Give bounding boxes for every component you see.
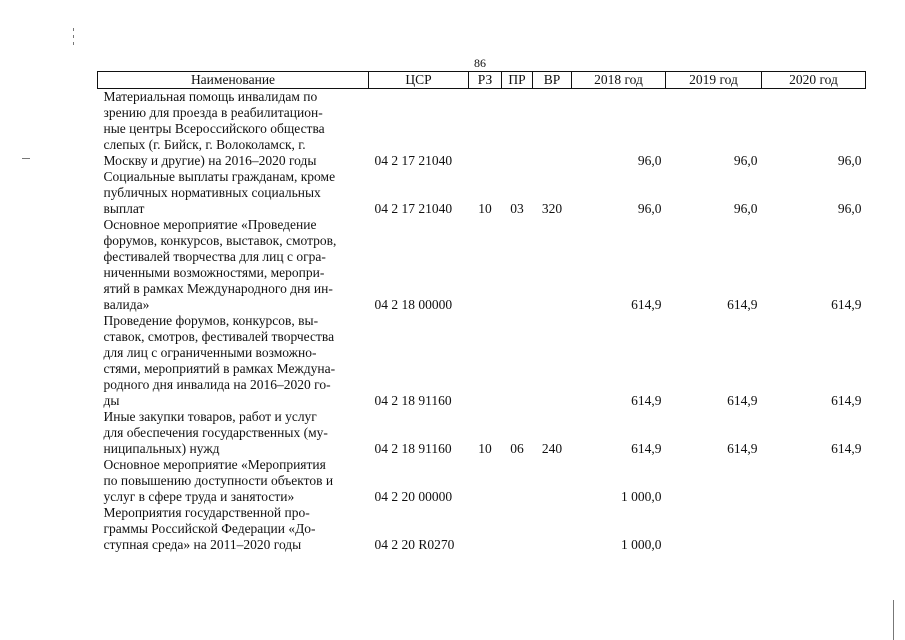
row-name-line: стями, мероприятий в рамках Междуна- <box>103 361 336 376</box>
scan-mark-top <box>73 28 74 31</box>
row-name-line: публичных нормативных социальных <box>103 185 321 200</box>
row-value-2019: 96,0 <box>733 153 758 168</box>
table-row <box>98 169 866 217</box>
budget-table <box>97 71 866 553</box>
row-name-line: ятий в рамках Международного дня ин- <box>103 281 333 296</box>
row-name-line: родного дня инвалида на 2016–2020 го- <box>103 377 331 392</box>
row-value-2020: 96,0 <box>837 201 862 216</box>
row-name-line: услуг в сфере труда и занятости» <box>103 489 295 504</box>
row-pr <box>502 89 533 170</box>
row-pr <box>502 457 533 505</box>
row-value-2019: 614,9 <box>727 441 758 456</box>
scan-mark-right <box>893 600 894 640</box>
row-vr <box>533 89 572 170</box>
row-pr: 03 <box>510 201 524 216</box>
row-pr <box>502 313 533 409</box>
row-name-line: слепых (г. Бийск, г. Волоколамск, г. <box>103 137 306 152</box>
row-name <box>98 89 369 170</box>
row-rz <box>469 457 502 505</box>
row-name-line: по повышению доступности объектов и <box>103 473 334 488</box>
row-name-line: ды <box>103 393 120 408</box>
row-value-2018: 1 000,0 <box>621 537 662 552</box>
row-name-line: ступная среда» на 2011–2020 годы <box>103 537 302 552</box>
row-value-2019 <box>666 505 762 553</box>
row-vr <box>533 217 572 313</box>
row-name-line: ставок, смотров, фестивалей творчества <box>103 329 335 344</box>
row-value-2020: 96,0 <box>837 153 862 168</box>
row-value-2018: 96,0 <box>637 153 662 168</box>
scan-mark-top-2 <box>73 35 74 38</box>
scan-mark-left <box>22 158 30 159</box>
table-row <box>98 217 866 313</box>
row-rz: 10 <box>478 201 492 216</box>
header-rz: РЗ <box>469 72 502 89</box>
table-row <box>98 457 866 505</box>
row-name <box>98 169 369 217</box>
scan-mark-top-3 <box>73 42 74 45</box>
table-body <box>98 89 866 554</box>
row-vr <box>533 457 572 505</box>
header-csr: ЦСР <box>369 72 469 89</box>
table-row <box>98 505 866 553</box>
row-value-2019 <box>666 457 762 505</box>
row-name-line: Проведение форумов, конкурсов, вы- <box>103 313 319 328</box>
row-value-2020: 614,9 <box>831 297 862 312</box>
row-name <box>98 457 369 505</box>
row-rz: 10 <box>478 441 492 456</box>
row-name-line: Социальные выплаты гражданам, кроме <box>103 169 336 184</box>
row-name-line: Иные закупки товаров, работ и услуг <box>103 409 317 424</box>
table-row <box>98 409 866 457</box>
row-vr <box>533 313 572 409</box>
row-value-2019: 614,9 <box>727 297 758 312</box>
row-name-line: фестивалей творчества для лиц с огра- <box>103 249 326 264</box>
row-name-line: Основное мероприятие «Проведение <box>103 217 317 232</box>
row-name-line: Основное мероприятие «Мероприятия <box>103 457 326 472</box>
row-name-line: валида» <box>103 297 150 312</box>
header-name: Наименование <box>98 72 369 89</box>
row-name-line: ные центры Всероссийского общества <box>103 121 325 136</box>
page-number: 86 <box>474 56 486 70</box>
row-name-line: для обеспечения государственных (му- <box>103 425 328 440</box>
row-name-line: выплат <box>103 201 145 216</box>
header-2018: 2018 год <box>572 72 666 89</box>
row-rz <box>469 313 502 409</box>
row-value-2018: 1 000,0 <box>621 489 662 504</box>
row-name <box>98 217 369 313</box>
table-row <box>98 313 866 409</box>
row-csr: 04 2 20 R0270 <box>374 537 455 552</box>
header-vr: ВР <box>533 72 572 89</box>
row-name <box>98 505 369 553</box>
row-value-2020: 614,9 <box>831 441 862 456</box>
row-name-line: Москву и другие) на 2016–2020 годы <box>103 153 317 168</box>
header-2020: 2020 год <box>762 72 866 89</box>
row-name-line: ниципальных) нужд <box>103 441 220 456</box>
row-name <box>98 313 369 409</box>
row-csr: 04 2 17 21040 <box>374 153 453 168</box>
row-pr <box>502 217 533 313</box>
row-rz <box>469 217 502 313</box>
row-value-2020 <box>762 457 866 505</box>
row-name <box>98 409 369 457</box>
row-name-line: для лиц с ограниченными возможно- <box>103 345 317 360</box>
row-csr: 04 2 18 91160 <box>374 393 452 408</box>
row-pr <box>502 505 533 553</box>
table-header <box>98 72 866 89</box>
row-value-2018: 614,9 <box>631 297 662 312</box>
row-rz <box>469 505 502 553</box>
row-csr: 04 2 18 00000 <box>374 297 453 312</box>
table-row <box>98 89 866 170</box>
row-value-2019: 96,0 <box>733 201 758 216</box>
row-name-line: Материальная помощь инвалидам по <box>103 89 318 104</box>
row-vr: 240 <box>541 441 563 456</box>
row-pr: 06 <box>510 441 524 456</box>
row-name-line: зрению для проезда в реабилитацион- <box>103 105 323 120</box>
row-value-2018: 614,9 <box>631 441 662 456</box>
row-name-line: Мероприятия государственной про- <box>103 505 310 520</box>
row-csr: 04 2 17 21040 <box>374 201 453 216</box>
row-name-line: ниченными возможностями, меропри- <box>103 265 325 280</box>
row-value-2019: 614,9 <box>727 393 758 408</box>
row-value-2020 <box>762 505 866 553</box>
row-value-2018: 96,0 <box>637 201 662 216</box>
row-vr: 320 <box>541 201 563 216</box>
header-pr: ПР <box>502 72 533 89</box>
row-value-2020: 614,9 <box>831 393 862 408</box>
row-csr: 04 2 20 00000 <box>374 489 453 504</box>
row-csr: 04 2 18 91160 <box>374 441 452 456</box>
row-vr <box>533 505 572 553</box>
header-2019: 2019 год <box>666 72 762 89</box>
row-name-line: форумов, конкурсов, выставок, смотров, <box>103 233 337 248</box>
row-value-2018: 614,9 <box>631 393 662 408</box>
row-rz <box>469 89 502 170</box>
row-name-line: граммы Российской Федерации «До- <box>103 521 316 536</box>
